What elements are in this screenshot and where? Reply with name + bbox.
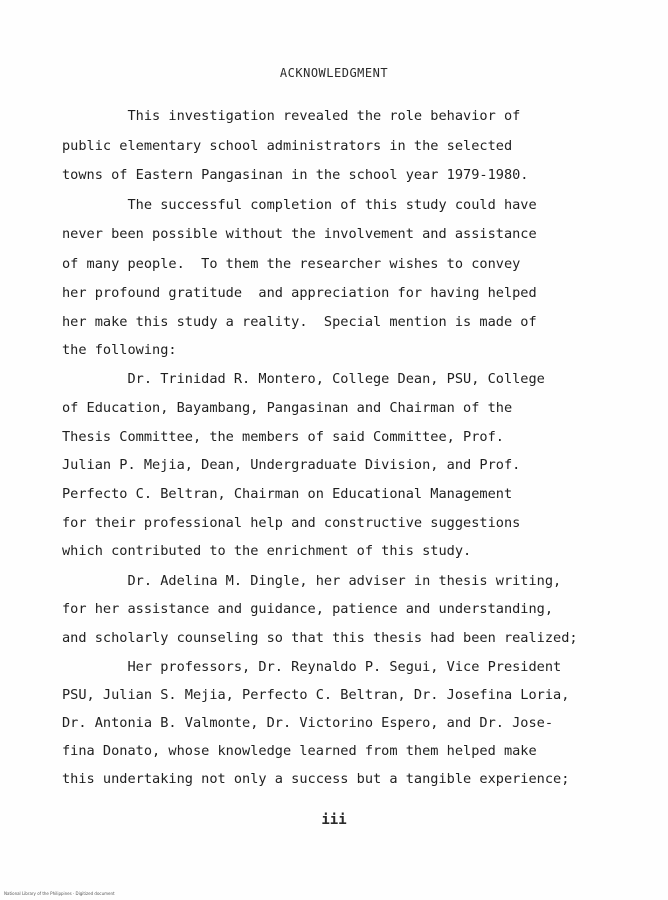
text-line: Perfecto C. Beltran, Chairman on Educational Management xyxy=(62,486,513,502)
text-line: which contributed to the enrichment of this study. xyxy=(62,543,472,559)
text-line: for her assistance and guidance, patience and understanding, xyxy=(62,601,554,617)
text-line: Dr. Adelina M. Dingle, her adviser in thesis writing, xyxy=(62,573,562,589)
text-line: Dr. Trinidad R. Montero, College Dean, PSU, College xyxy=(62,371,545,387)
text-line: Her professors, Dr. Reynaldo P. Segui, Vice President xyxy=(62,659,562,675)
text-line: The successful completion of this study could have xyxy=(62,197,537,213)
text-line: towns of Eastern Pangasinan in the school year 1979-1980. xyxy=(62,167,529,183)
text-line: public elementary school administrators in the selected xyxy=(62,138,513,154)
text-line: the following: xyxy=(62,342,177,358)
text-line: fina Donato, whose knowledge learned from them helped make xyxy=(62,743,537,759)
text-line: her make this study a reality. Special mention is made of xyxy=(62,314,537,330)
text-line: PSU, Julian S. Mejia, Perfecto C. Beltran, Dr. Josefina Loria, xyxy=(62,687,570,703)
text-line: and scholarly counseling so that this thesis had been realized; xyxy=(62,630,578,646)
text-line: for their professional help and constructive suggestions xyxy=(62,515,521,531)
text-line: of many people. To them the researcher wishes to convey xyxy=(62,256,521,272)
text-line: never been possible without the involvement and assistance xyxy=(62,226,537,242)
text-line: her profound gratitude and appreciation for having helped xyxy=(62,285,537,301)
text-line: This investigation revealed the role behavior of xyxy=(62,108,521,124)
text-line: Thesis Committee, the members of said Committee, Prof. xyxy=(62,429,504,445)
footer-note: National Library of the Philippines · Digitized document xyxy=(4,891,115,896)
text-line: of Education, Bayambang, Pangasinan and Chairman of the xyxy=(62,400,513,416)
page-title: ACKNOWLEDGMENT xyxy=(279,66,389,80)
text-line: Dr. Antonia B. Valmonte, Dr. Victorino Espero, and Dr. Jose- xyxy=(62,715,554,731)
page-number: iii xyxy=(321,812,347,828)
text-line: Julian P. Mejia, Dean, Undergraduate Division, and Prof. xyxy=(62,457,521,473)
text-line: this undertaking not only a success but a tangible experience; xyxy=(62,771,570,787)
